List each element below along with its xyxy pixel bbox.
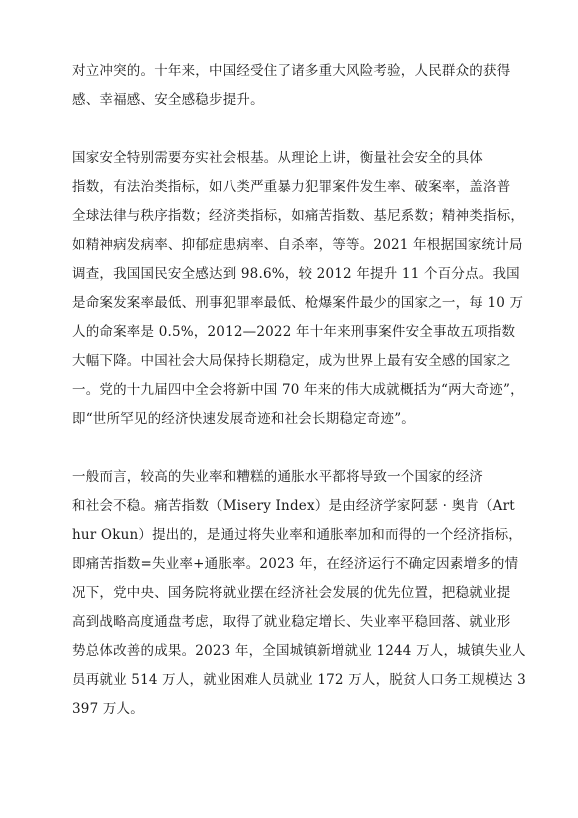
text-line: hur Okun）提出的，是通过将失业率和通胀率加和而得的一个经济指标， [72, 527, 522, 543]
text-line: 国家安全特别需要夯实社会根基。从理论上讲，衡量社会安全的具体 [72, 150, 483, 166]
text-line: 员再就业 514 万人，就业困难人员就业 172 万人，脱贫人口务工规模达 3 [72, 672, 526, 688]
text-line: 大幅下降。中国社会大局保持长期稳定，成为世界上最有安全感的国家之 [72, 353, 511, 369]
text-line: 是命案发案率最低、刑事犯罪率最低、枪爆案件最少的国家之一，每 10 万 [72, 295, 524, 311]
text-line: 对立冲突的。十年来，中国经受住了诸多重大风险考验，人民群众的获得 [72, 63, 511, 79]
text-line: 感、幸福感、安全感稳步提升。 [72, 92, 264, 108]
text-line: 人的命案率是 0.5%，2012—2022 年十年来刑事案件安全事故五项指数 [72, 324, 516, 340]
text-line: 一般而言，较高的失业率和糟糕的通胀水平都将导致一个国家的经济 [72, 469, 483, 485]
text-line: 况下，党中央、国务院将就业摆在经济社会发展的优先位置，把稳就业提 [72, 585, 511, 601]
text-line: 397 万人。 [72, 701, 144, 717]
text-line: 调查，我国国民安全感达到 98.6%，较 2012 年提升 11 个百分点。我国 [72, 266, 520, 282]
text-line: 势总体改善的成果。2023 年，全国城镇新增就业 1244 万人，城镇失业人 [72, 643, 526, 659]
text-line: 全球法律与秩序指数；经济类指标，如痛苦指数、基尼系数；精神类指标， [72, 208, 525, 224]
text-line: 指数，有法治类指标，如八类严重暴力犯罪案件发生率、破案率，盖洛普 [72, 179, 511, 195]
text-line: 即痛苦指数=失业率+通胀率。2023 年，在经济运行不确定因素增多的情 [72, 556, 519, 572]
text-line: 即“世所罕见的经济快速发展奇迹和社会长期稳定奇迹”。 [72, 411, 416, 427]
text-line: 和社会不稳。痛苦指数（Misery Index）是由经济学家阿瑟 · 奥肯（Art [72, 498, 515, 514]
text-line: 如精神病发病率、抑郁症患病率、自杀率，等等。2021 年根据国家统计局 [72, 237, 523, 253]
text-line: 高到战略高度通盘考虑，取得了就业稳定增长、失业率平稳回落、就业形 [72, 614, 511, 630]
text-line: 一。党的十九届四中全会将新中国 70 年来的伟大成就概括为“两大奇迹”， [72, 382, 524, 398]
